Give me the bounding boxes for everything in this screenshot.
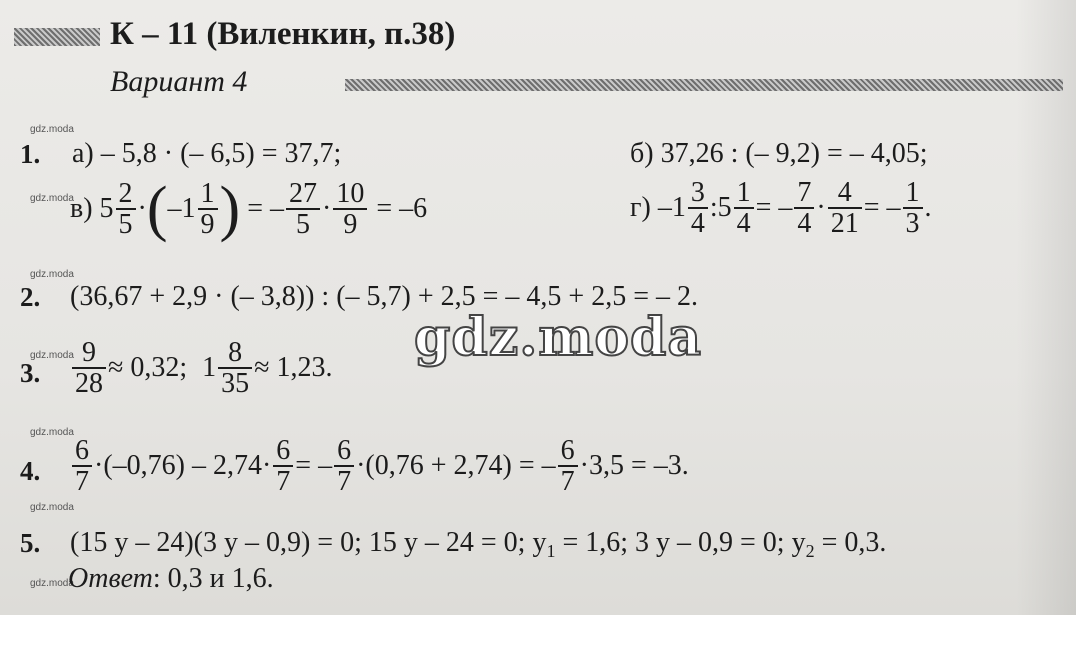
subscript: 1 bbox=[546, 541, 556, 561]
problem-1a bbox=[72, 138, 341, 170]
numerator: 1 bbox=[903, 178, 923, 209]
watermark-small: gdz.moda bbox=[30, 124, 74, 135]
answer-label: Ответ bbox=[68, 563, 153, 594]
fraction bbox=[286, 179, 320, 240]
fraction bbox=[903, 178, 923, 239]
denominator: 7 bbox=[75, 466, 89, 498]
header-hatch-bar-right bbox=[345, 79, 1063, 91]
operator: = – bbox=[247, 193, 284, 224]
watermark-small: gdz.moda bbox=[30, 502, 74, 513]
numerator: 6 bbox=[558, 436, 578, 467]
numerator: 27 bbox=[286, 179, 320, 210]
mixed-whole: –1 bbox=[167, 193, 196, 224]
operator: · bbox=[137, 193, 147, 224]
expr-part: (15 y – 24)(3 y – 0,9) = 0; 15 y – 24 = 0; y bbox=[70, 527, 547, 558]
mixed-whole: 5 bbox=[99, 193, 114, 224]
problem-3 bbox=[70, 338, 333, 399]
denominator: 21 bbox=[830, 208, 859, 240]
mixed-whole: 5 bbox=[717, 192, 732, 224]
numerator: 4 bbox=[828, 178, 862, 209]
denominator: 28 bbox=[75, 368, 103, 400]
denominator: 7 bbox=[560, 466, 575, 498]
answer-line bbox=[68, 563, 274, 595]
denominator: 9 bbox=[343, 209, 358, 240]
problem-4 bbox=[70, 436, 689, 497]
expr-part: ·(0,76 + 2,74) = – bbox=[356, 450, 556, 482]
fraction bbox=[273, 436, 293, 497]
numerator: 1 bbox=[198, 179, 218, 210]
problem-1-number: 1. bbox=[20, 139, 41, 169]
fraction bbox=[734, 178, 754, 239]
fraction bbox=[334, 436, 354, 497]
problem-4-number: 4. bbox=[20, 456, 41, 486]
header-hatch-bar-left bbox=[14, 28, 100, 46]
operator: = – bbox=[295, 450, 333, 482]
problem-1b bbox=[630, 138, 928, 170]
numerator: 6 bbox=[72, 436, 92, 467]
denominator: 4 bbox=[690, 208, 705, 240]
problem-3-number: 3. bbox=[20, 358, 41, 388]
numerator: 7 bbox=[794, 178, 814, 209]
denominator: 7 bbox=[276, 466, 291, 498]
watermark-small: gdz.moda bbox=[30, 193, 74, 204]
fraction bbox=[218, 338, 252, 399]
denominator: 9 bbox=[200, 209, 215, 240]
problem-1v-label: в) bbox=[70, 193, 93, 224]
problem-1g bbox=[630, 178, 932, 239]
result: = –6 bbox=[376, 193, 428, 224]
end-mark: . bbox=[924, 192, 932, 224]
expr-part: = 0,3. bbox=[814, 527, 887, 558]
problem-5-number: 5. bbox=[20, 528, 41, 558]
fraction bbox=[794, 178, 814, 239]
fraction bbox=[558, 436, 578, 497]
page-title: К – 11 (Виленкин, п.38) bbox=[110, 16, 456, 52]
expr-part: ·3,5 = –3. bbox=[579, 450, 689, 482]
operator: : bbox=[709, 192, 718, 224]
fraction bbox=[688, 178, 708, 239]
fraction bbox=[72, 436, 92, 497]
answer-value: : 0,3 и 1,6. bbox=[152, 563, 274, 594]
numerator: 6 bbox=[334, 436, 354, 467]
watermark-small: gdz.moda bbox=[30, 350, 74, 361]
denominator: 5 bbox=[118, 209, 133, 240]
problem-5-expr bbox=[70, 527, 886, 562]
numerator: 3 bbox=[688, 178, 708, 209]
operator: = – bbox=[863, 192, 901, 224]
mixed-whole: –1 bbox=[657, 192, 686, 224]
numerator: 2 bbox=[116, 179, 136, 210]
problem-1a-label: а) bbox=[72, 138, 94, 169]
approx-value: ≈ 1,23. bbox=[254, 352, 333, 384]
problem-1a-expr: – 5,8 · (– 6,5) = 37,7; bbox=[100, 138, 342, 169]
problem-1b-expr: 37,26 : (– 9,2) = – 4,05; bbox=[660, 138, 928, 169]
numerator: 1 bbox=[734, 178, 754, 209]
problem-1b-label: б) bbox=[630, 138, 654, 169]
numerator: 9 bbox=[72, 338, 106, 369]
problem-2-number: 2. bbox=[20, 282, 41, 312]
paren-close: ) bbox=[219, 175, 241, 243]
denominator: 5 bbox=[295, 209, 310, 240]
mixed-whole: 1 bbox=[202, 352, 217, 384]
denominator: 3 bbox=[905, 208, 920, 240]
fraction bbox=[198, 179, 218, 240]
expr-part: = 1,6; 3 y – 0,9 = 0; y bbox=[555, 527, 806, 558]
problem-1v bbox=[70, 175, 428, 243]
watermark-small: gdz.moda bbox=[30, 427, 74, 438]
numerator: 6 bbox=[273, 436, 293, 467]
denominator: 35 bbox=[221, 368, 250, 400]
watermark-small: gdz.moda bbox=[30, 269, 74, 280]
denominator: 4 bbox=[797, 208, 812, 240]
paren-open: ( bbox=[146, 175, 168, 243]
subscript: 2 bbox=[805, 541, 815, 561]
operator: = – bbox=[755, 192, 793, 224]
fraction bbox=[828, 178, 862, 239]
expr-part: ·(–0,76) – 2,74· bbox=[94, 450, 272, 482]
denominator: 4 bbox=[736, 208, 751, 240]
watermark-small: gdz.moda bbox=[30, 578, 74, 589]
operator: · bbox=[321, 193, 332, 224]
numerator: 10 bbox=[333, 179, 367, 210]
watermark-big: gdz.moda bbox=[414, 307, 703, 368]
numerator: 8 bbox=[218, 338, 252, 369]
problem-2-expr: (36,67 + 2,9 · (– 3,8)) : (– 5,7) + 2,5 = – 4,5 + 2,5 = – 2. bbox=[70, 281, 699, 312]
operator: · bbox=[816, 192, 826, 224]
fraction bbox=[72, 338, 106, 399]
variant-label: Вариант 4 bbox=[110, 65, 248, 98]
denominator: 7 bbox=[337, 466, 352, 498]
problem-1g-label: г) bbox=[630, 192, 651, 224]
fraction bbox=[333, 179, 367, 240]
fraction bbox=[116, 179, 136, 240]
approx-value: ≈ 0,32; bbox=[108, 352, 188, 384]
